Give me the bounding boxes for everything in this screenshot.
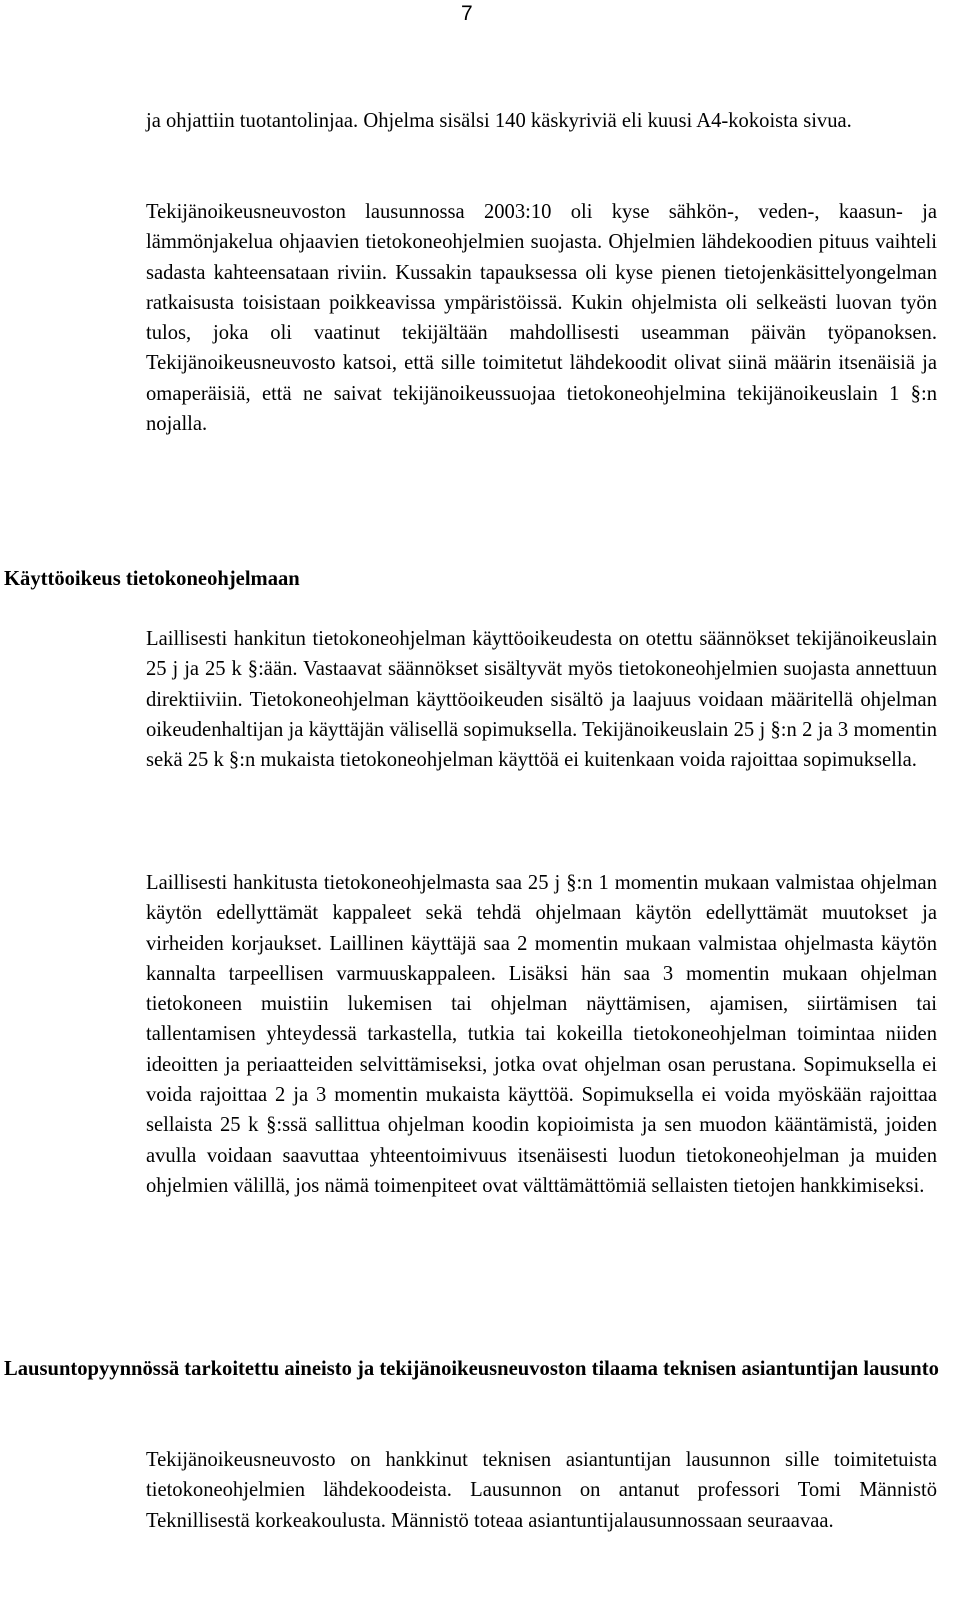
- intro-paragraph: ja ohjattiin tuotantolinjaa. Ohjelma sisälsi 140 käskyriviä eli kuusi A4-kokoista sivua.: [146, 110, 852, 132]
- page-number: 7: [461, 2, 473, 25]
- expert-statement-paragraph: Tekijänoikeusneuvosto on hankkinut teknisen asiantuntijan lausunnon sille toimitetuista tietokoneohjelmien lähdekoodeista. Lausunnon on antanut professori Tomi Männistö Teknillisestä korkeakoulusta. Männistö toteaa asiantuntijalausunnossaan seuraavaa.: [146, 1449, 937, 1532]
- section-heading-expert-statement: Lausuntopyynnössä tarkoitettu aineisto ja tekijänoikeusneuvoston tilaama teknisen asiantuntijan lausunto: [4, 1358, 939, 1380]
- lawful-user-rights-paragraph: Laillisesti hankitusta tietokoneohjelmasta saa 25 j §:n 1 momentin mukaan valmistaa ohjelman käytön edellyttämät kappaleet sekä tehdä ohjelmaan käytön edellyttämät muutokset ja virheiden korjaukset. Laillinen käyttäjä saa 2 momentin mukaan valmistaa ohjelmasta käytön kannalta tarpeellisen varmuuskappaleen. Lisäksi hän saa 3 momentin mukaan ohjelman tietokoneen muistiin lukemisen tai ohjelman näyttämisen, ajamisen, siirtämisen tai tallentamisen yhteydessä tarkastella, tutkia tai kokeilla tietokoneohjelman toimintaa niiden ideoitten ja periaatteiden selvittämiseksi, jotka ovat ohjelman osan perustana. Sopimuksella ei voida rajoittaa 2 ja 3 momentin mukaista käyttöä. Sopimuksella ei voida myöskään rajoittaa sellaista 25 k §:ssä sallittua ohjelman koodin kopioimista ja sen muodon kääntämistä, joiden avulla voidaan saavuttaa yhteentoimivuus itsenäisesti luodun tietokoneohjelman ja muiden ohjelmien välillä, jos nämä toimenpiteet ovat välttämättömiä sellaisten tietojen hankkimiseksi.: [146, 872, 937, 1197]
- usage-rights-paragraph: Laillisesti hankitun tietokoneohjelman käyttöoikeudesta on otettu säännökset tekijänoikeuslain 25 j ja 25 k §:ään. Vastaavat säännökset sisältyvät myös tietokoneohjelmien suojasta annettuun direktiiviin. Tietokoneohjelman käyttöoikeuden sisältö ja laajuus voidaan määritellä ohjelman oikeudenhaltijan ja käyttäjän välisellä sopimuksella. Tekijänoikeuslain 25 j §:n 2 ja 3 momentin sekä 25 k §:n mukaista tietokoneohjelman käyttöä ei kuitenkaan voida rajoittaa sopimuksella.: [146, 628, 937, 772]
- section-heading-software-usage-rights: Käyttöoikeus tietokoneohjelmaan: [4, 568, 300, 590]
- council-statement-paragraph: Tekijänoikeusneuvoston lausunnossa 2003:10 oli kyse sähkön-, veden-, kaasun- ja lämmönjakelua ohjaavien tietokoneohjelmien suojasta. Ohjelmien lähdekoodien pituus vaihteli sadasta kahteensataan riviin. Kussakin tapauksessa oli kyse pienen tietojenkäsittelyongelman ratkaisusta toisistaan poikkeavissa ympäristöissä. Kukin ohjelmista oli selkeästi luovan työn tulos, joka oli vaatinut tekijältään mahdollisesti useamman päivän työpanoksen. Tekijänoikeusneuvosto katsoi, että sille toimitetut lähdekoodit olivat siinä määrin itsenäisiä ja omaperäisiä, että ne saivat tekijänoikeussuojaa tietokoneohjelmina tekijänoikeuslain 1 §:n nojalla.: [146, 201, 937, 436]
